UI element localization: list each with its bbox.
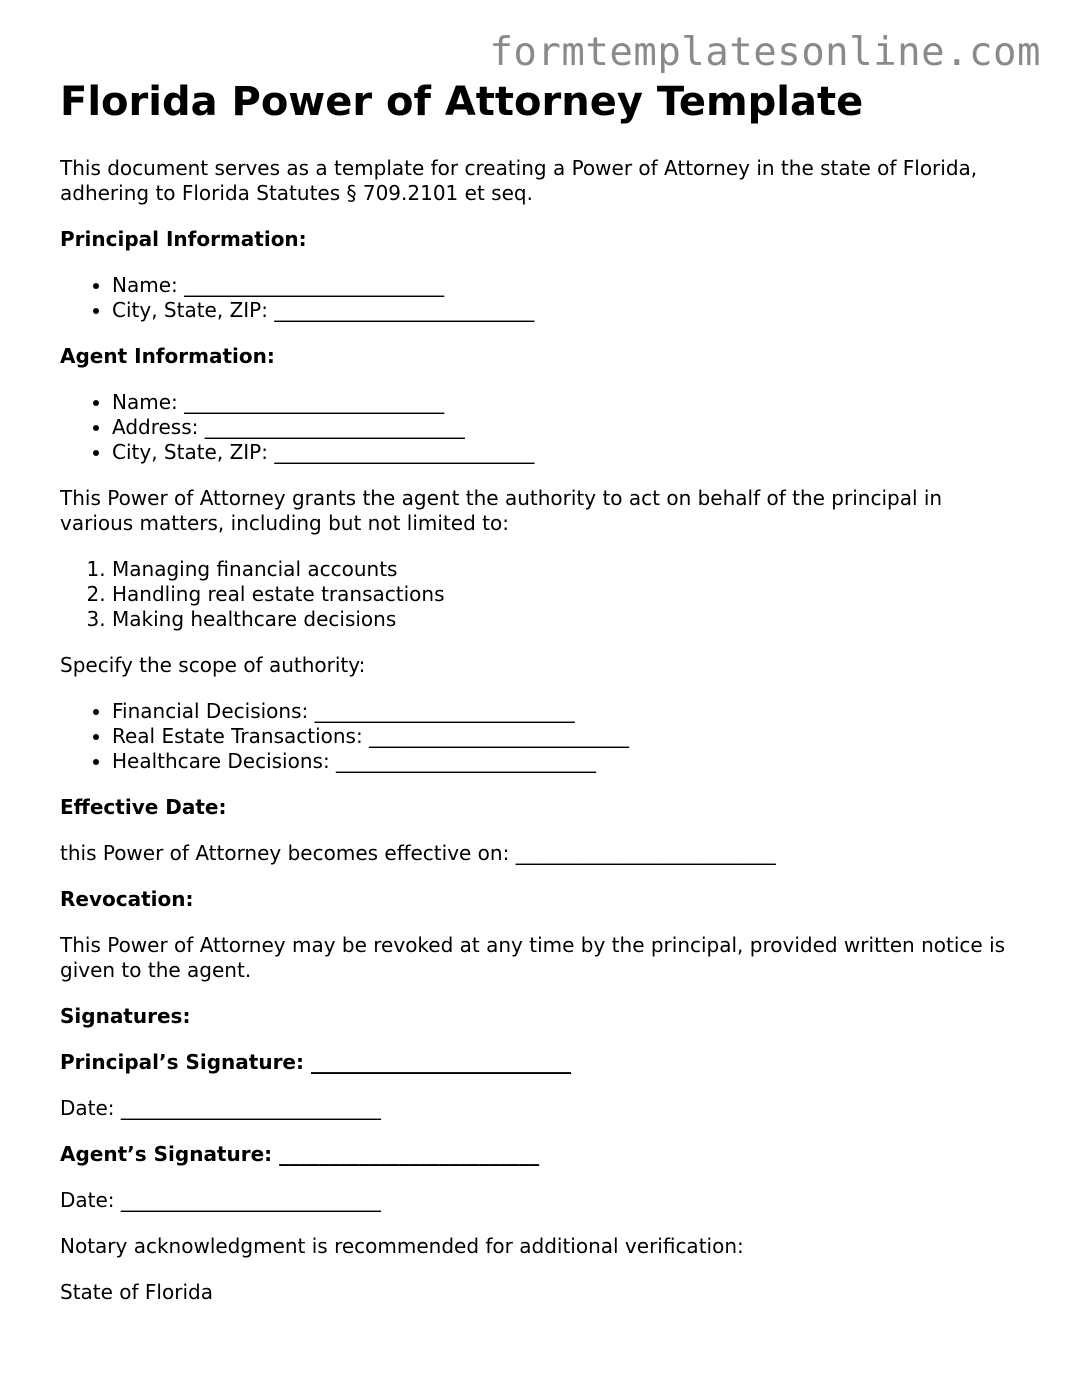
grant-items-list [60, 557, 1020, 632]
grant-item: 1. Managing financial accounts [112, 557, 1020, 582]
revocation-heading: Revocation: [60, 887, 194, 911]
grant-item: 2. Handling real estate transactions [112, 582, 1020, 607]
scope-fields-list [60, 699, 1020, 774]
intro-paragraph: This document serves as a template for creating a Power of Attorney in the state of Florida, adhering to Florida Statutes § 709.2101 et seq. [60, 156, 978, 205]
notary-text: Notary acknowledgment is recommended for additional verification: [60, 1234, 744, 1258]
principal-heading: Principal Information: [60, 227, 307, 251]
financial-decisions-field: • Financial Decisions: __________________________ [112, 699, 1020, 724]
document-page [60, 78, 1020, 1305]
effective-date-heading: Effective Date: [60, 795, 227, 819]
principal-name-field: • Name: __________________________ [112, 273, 1020, 298]
agent-signature-line: Agent’s Signature: __________________________ [60, 1142, 540, 1166]
grant-paragraph: This Power of Attorney grants the agent the authority to act on behalf of the principal in various matters, including but not limited to: [60, 486, 943, 535]
real-estate-field: • Real Estate Transactions: __________________________ [112, 724, 1020, 749]
agent-heading: Agent Information: [60, 344, 275, 368]
document-title: Florida Power of Attorney Template [60, 79, 864, 125]
signatures-heading: Signatures: [60, 1004, 191, 1028]
agent-address-field: • Address: __________________________ [112, 415, 1020, 440]
effective-date-text: this Power of Attorney becomes effective on: __________________________ [60, 841, 776, 865]
revocation-text: This Power of Attorney may be revoked at any time by the principal, provided written notice is given to the agent. [60, 933, 1006, 982]
agent-name-field: • Name: __________________________ [112, 390, 1020, 415]
principal-date-line: Date: __________________________ [60, 1096, 381, 1120]
healthcare-field: • Healthcare Decisions: __________________________ [112, 749, 1020, 774]
watermark: formtemplatesonline.com [489, 30, 1041, 75]
agent-date-line: Date: __________________________ [60, 1188, 381, 1212]
scope-paragraph: Specify the scope of authority: [60, 653, 366, 677]
principal-city-field: • City, State, ZIP: __________________________ [112, 298, 1020, 323]
principal-fields-list [60, 273, 1020, 323]
agent-fields-list [60, 390, 1020, 465]
agent-city-field: • City, State, ZIP: __________________________ [112, 440, 1020, 465]
principal-signature-line: Principal’s Signature: __________________________ [60, 1050, 571, 1074]
grant-item: 3. Making healthcare decisions [112, 607, 1020, 632]
notary-state: State of Florida [60, 1280, 213, 1304]
